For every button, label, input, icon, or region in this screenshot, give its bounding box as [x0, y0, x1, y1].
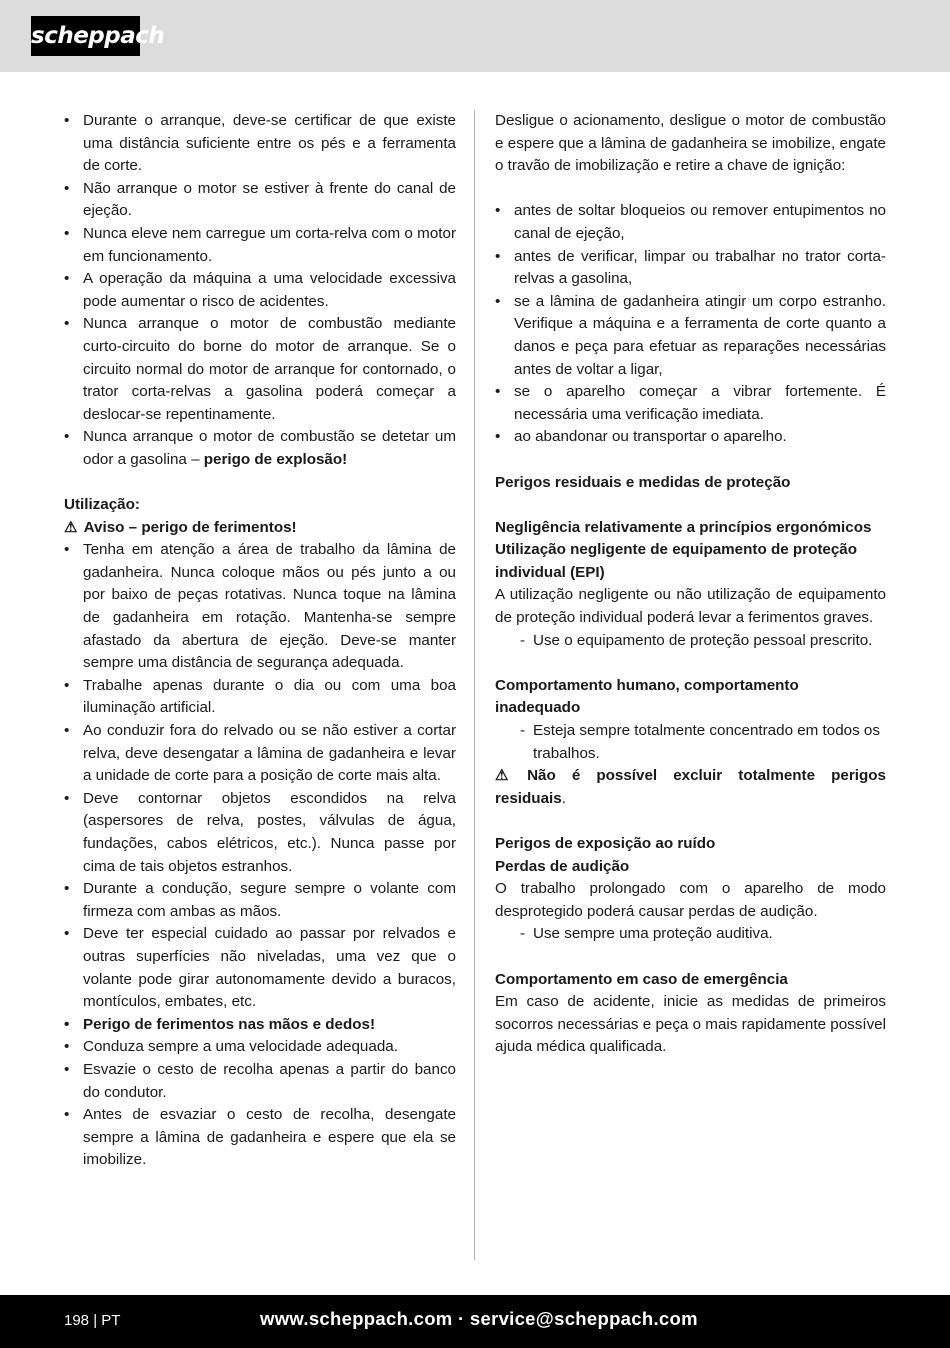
list-item: • Nunca eleve nem carregue um corta-relva com o motor em funcionamento.: [64, 223, 456, 268]
list-item: • Conduza sempre a uma velocidade adequada.: [64, 1036, 456, 1059]
list-item: • antes de verificar, limpar ou trabalhar no trator corta-relvas a gasolina,: [495, 246, 886, 291]
list-item: • A operação da máquina a uma velocidade excessiva pode aumentar o risco de acidentes.: [64, 268, 456, 313]
residual-warning-text: Não é possível excluir totalmente perigos residuais: [495, 767, 886, 807]
residual-risks-heading: Perigos residuais e medidas de proteção: [495, 473, 791, 491]
page-separator: |: [93, 1312, 98, 1329]
noise-text: O trabalho prolongado com o aparelho de modo desprotegido poderá causar perdas de audição.: [495, 880, 886, 920]
list-item: • Ao conduzir fora do relvado ou se não estiver a cortar relva, deve desengatar a lâmina de gadanheira e levar a unidade de corte para a posição de corte mais alta.: [64, 720, 456, 788]
use-heading: Utilização:: [64, 496, 140, 514]
list-item: • antes de soltar bloqueios ou remover entupimentos no canal de ejeção,: [495, 200, 886, 245]
explosion-warning: perigo de explosão!: [203, 450, 348, 468]
list-item: [64, 426, 456, 471]
ppe-text: A utilização negligente ou não utilização de equipamento de proteção individual poderá levar a ferimentos graves.: [495, 586, 886, 627]
right-column: [495, 110, 886, 1059]
ppe-heading: Utilização negligente de equipamento de proteção individual (EPI): [495, 541, 858, 581]
list-item: • Deve contornar objetos escondidos na relva (aspersores de relva, postes, válvulas de água, fundações, cabos elétricos, etc.). Nunca passe por cima de tais objetos estranhos.: [64, 788, 456, 878]
emergency-text: Em caso de acidente, inicie as medidas de primeiros socorros necessárias e peça o mais rapidamente possível ajuda médica qualificada.: [495, 993, 886, 1056]
human-behavior-measures: [495, 720, 886, 765]
list-item-bold: • Perigo de ferimentos nas mãos e dedos!: [64, 1014, 456, 1037]
list-item: • Durante a condução, segure sempre o volante com firmeza com ambas as mãos.: [64, 878, 456, 923]
warning-triangle-icon: ⚠: [495, 767, 509, 785]
list-item: • Antes de esvaziar o cesto de recolha, desengate sempre a lâmina de gadanheira e espere que ela se imobilize.: [64, 1104, 456, 1172]
page-number: [64, 1310, 120, 1332]
list-item: • Nunca arranque o motor de combustão mediante curto-circuito do borne do motor de arranque. Se o circuito normal do motor de arranque for contornado, o trator corta-relvas a gasolina poderá começar a deslocar-se repentinamente.: [64, 313, 456, 426]
list-item: • Deve ter especial cuidado ao passar por relvados e outras superfícies não niveladas, uma vez que o volante pode girar autonomamente devido a buracos, montículos, embates, etc.: [64, 923, 456, 1013]
shutdown-intro: Desligue o acionamento, desligue o motor de combustão e espere que a lâmina de gadanheira se imobilize, engate o travão de imobilização e retire a chave de ignição:: [495, 112, 886, 175]
noise-measures: [495, 923, 886, 946]
list-item: - Use o equipamento de proteção pessoal prescrito.: [495, 630, 886, 653]
language-code: PT: [101, 1312, 121, 1329]
list-item: • Esvazie o cesto de recolha apenas a partir do banco do condutor.: [64, 1059, 456, 1104]
list-item: - Use sempre uma proteção auditiva.: [495, 923, 886, 946]
ergonomic-heading: Negligência relativamente a princípios ergonómicos: [495, 518, 872, 536]
ppe-measures: [495, 630, 886, 653]
list-item: • Tenha em atenção a área de trabalho da lâmina de gadanheira. Nunca coloque mãos ou pés junto a ou por baixo de peças rotativas. Nunca toque na lâmina de gadanheira em rotação. Mantenha-se sempre afastado da abertura de ejeção. Deve-se manter sempre uma distância de segurança adequada.: [64, 539, 456, 675]
list-item: • ao abandonar ou transportar o aparelho.: [495, 426, 886, 449]
left-column: [64, 110, 456, 1172]
startup-safety-list: [64, 110, 456, 472]
human-behavior-heading: Comportamento humano, comportamento inadequado: [495, 676, 799, 717]
list-item: • Não arranque o motor se estiver à frente do canal de ejeção.: [64, 178, 456, 223]
list-item: - Esteja sempre totalmente concentrado em todos os trabalhos.: [495, 720, 886, 765]
list-item: • Durante o arranque, deve-se certificar de que existe uma distância suficiente entre os pés e a ferramenta de corte.: [64, 110, 456, 178]
noise-heading: Perigos de exposição ao ruído: [495, 835, 716, 852]
residual-warning-period: .: [561, 789, 566, 807]
column-divider: [474, 110, 475, 1260]
hearing-loss-heading: Perdas de audição: [495, 857, 630, 875]
usage-list: [64, 539, 456, 1172]
page-header: [0, 0, 950, 72]
emergency-heading: Comportamento em caso de emergência: [495, 970, 788, 988]
list-item-text: Nunca arranque o motor de combustão se detetar um odor a gasolina –: [83, 428, 456, 468]
page-footer: [0, 1295, 950, 1348]
list-item: • se a lâmina de gadanheira atingir um corpo estranho. Verifique a máquina e a ferramenta de corte quanto a danos e peça para efetuar as reparações necessárias antes de voltar a ligar,: [495, 291, 886, 381]
residual-warning: [495, 765, 886, 810]
brand-logo: scheppach: [31, 16, 140, 56]
footer-contact: www.scheppach.com · service@scheppach.com: [260, 1308, 698, 1329]
list-item: • se o aparelho começar a vibrar fortemente. É necessária uma verificação imediata.: [495, 381, 886, 426]
injury-warning: [64, 517, 456, 540]
list-item: • Trabalhe apenas durante o dia ou com uma boa iluminação artificial.: [64, 675, 456, 720]
injury-warning-text: Aviso – perigo de ferimentos!: [83, 518, 297, 536]
warning-triangle-icon: ⚠: [64, 518, 78, 536]
page-number-value: 198: [64, 1312, 90, 1329]
shutdown-list: [495, 200, 886, 449]
